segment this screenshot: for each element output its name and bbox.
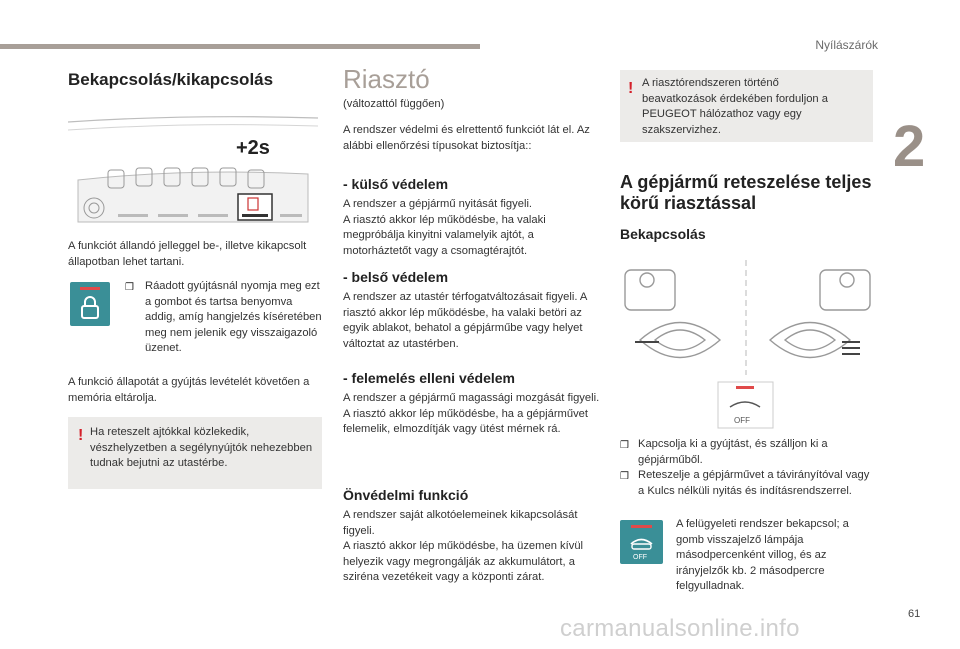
checkbox-bullet-icon: ❒ (620, 440, 629, 451)
chapter-number: 2 (893, 114, 926, 179)
warning-exclamation-icon: ! (78, 427, 84, 444)
external-protection-heading: - külső védelem (343, 176, 449, 192)
activation-illustration (620, 255, 872, 430)
internal-protection-text: A rendszer az utastér térfogatváltozásait figyeli. A riasztó akkor lép működésbe, ha valaki betöri az egyik ablakot, behatol a gépjárműbe vagy helyet változtat az utastérben. (343, 291, 587, 350)
tilt-protection-text: A rendszer a gépjármű magassági mozgását figyeli. A riasztó akkor lép működésbe, ha a gépjárművet felemelik, elmozdítják vagy ütést mérnek rá. (343, 392, 600, 435)
right-step-1: Kapcsolja ki a gyújtást, és szálljon ki a gépjárműből. (638, 438, 828, 466)
right-note: A felügyeleti rendszer bekapcsol; a gomb visszajelző lámpája másodpercenként villog, és az irányjelzők kb. 2 másodpercre felgyulladnak. (676, 518, 849, 592)
alarm-intro: A rendszer védelmi és elrettentő funkciót lát el. Az alábbi ellenőrzési típusokat biztosítja:: (343, 124, 590, 152)
left-memory: A funkció állapotát a gyújtás levételét követően a memória eltárolja. (68, 376, 310, 404)
left-step: Ráadott gyújtásnál nyomja meg ezt a gombot és tartsa benyomva addig, amíg hangjelzés kíséretében meg nem jelenik egy visszaigazoló üzenet. (145, 280, 322, 354)
left-intro: A funkciót állandó jelleggel be-, illetve kikapcsolt állapotban lehet tartani. (68, 240, 307, 268)
alarm-subtitle: (változattól függően) (343, 98, 445, 110)
left-warning-box (68, 417, 322, 489)
right-warning-box (620, 70, 873, 142)
duration-label: +2s (236, 137, 270, 159)
activation-heading: Bekapcsolás (620, 226, 706, 242)
locking-title: A gépjármű reteszelése teljes körű riasztással (620, 172, 872, 213)
alarm-off-label: OFF (734, 416, 750, 425)
left-warning-text: Ha reteszelt ajtókkal közlekedik, vészhelyzetben a segélynyújtók nehezebben tudnak bejutni az utastérbe. (90, 426, 313, 469)
right-warning-text: A riasztórendszeren történő beavatkozások érdekében forduljon a PEUGEOT hálózathoz vagy egy szakszervizhez. (642, 77, 828, 136)
alarm-button-icon (620, 520, 663, 564)
alarm-button-off-label: OFF (633, 554, 647, 561)
section-label: Nyílászárók (815, 38, 878, 52)
external-protection-text: A rendszer a gépjármű nyitását figyeli. A riasztó akkor lép működésbe, ha valaki megpróbálja kinyitni valamelyik ajtót, a motorháztetőt vagy a csomagtérajtót. (343, 198, 546, 257)
tilt-protection-heading: - felemelés elleni védelem (343, 370, 515, 386)
self-protection-heading: Önvédelmi funkció (343, 487, 469, 503)
header-bar (0, 44, 480, 49)
lock-icon (70, 282, 110, 326)
internal-protection-heading: - belső védelem (343, 269, 449, 285)
watermark: carmanualsonline.info (560, 615, 800, 642)
lock-button-icon (70, 282, 110, 326)
checkbox-bullet-icon: ❒ (620, 471, 629, 482)
self-protection-text: A rendszer saját alkotóelemeinek kikapcsolását figyeli. A riasztó akkor lép működésbe, ha üzemen kívül helyezik vagy megrongálják az akkumulátort, a sziréna vezetékeit vagy a központi zárat. (343, 509, 584, 583)
right-step-2: Reteszelje a gépjárművet a távirányítóval vagy a Kulcs nélküli nyitás és indításrendszerrel. (638, 469, 870, 497)
alarm-title: Riasztó (343, 64, 430, 94)
page-number: 61 (908, 608, 921, 620)
checkbox-bullet-icon: ❒ (125, 282, 134, 293)
warning-exclamation-icon: ! (628, 80, 634, 97)
car-alarm-icon (620, 520, 663, 564)
left-title: Bekapcsolás/kikapcsolás (68, 70, 274, 89)
dashboard-illustration (68, 110, 318, 228)
